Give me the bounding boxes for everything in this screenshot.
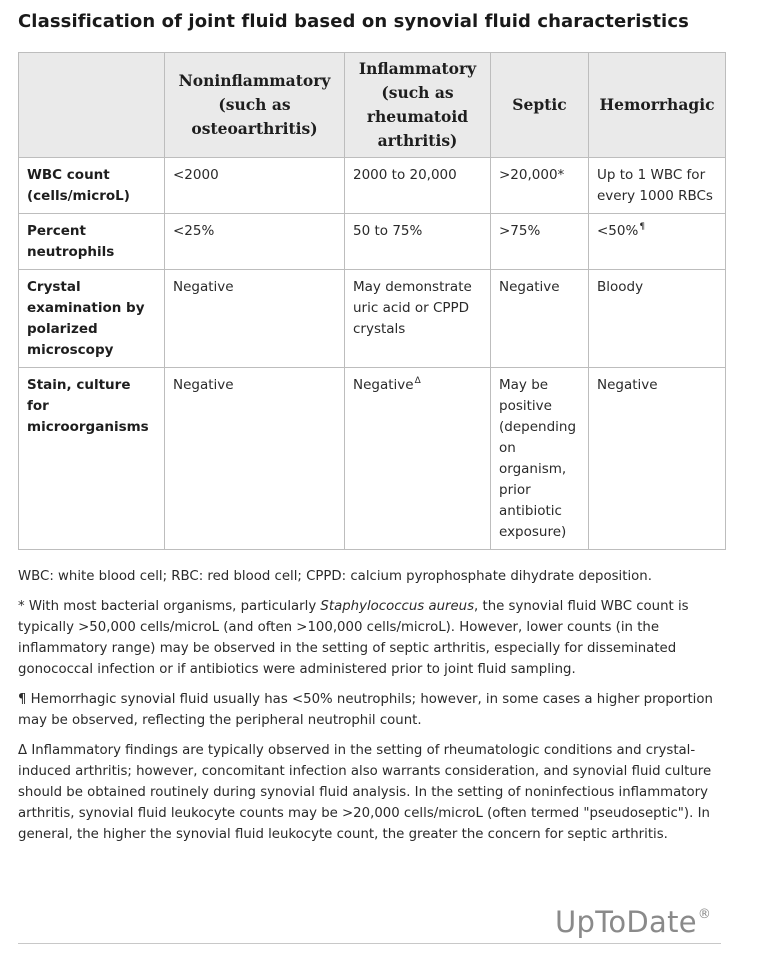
- footnote-pilcrow: ¶ Hemorrhagic synovial fluid usually has <50% neutrophils; however, in some cases a higher proportion may be observed, reflecting the peripheral neutrophil count.: [18, 692, 713, 728]
- cell-text: May demonstrate uric acid or CPPD crystals: [353, 279, 472, 337]
- cell-text: 2000 to 20,000: [353, 167, 457, 183]
- table-cell: [165, 214, 345, 270]
- table-title: Classification of joint fluid based on synovial fluid characteristics: [18, 11, 689, 32]
- table-cell: [165, 368, 345, 550]
- document: [18, 0, 726, 854]
- row-label-percent-neutrophils: Percent neutrophils: [19, 214, 165, 270]
- table-cell: [491, 158, 589, 214]
- registered-mark: ®: [697, 907, 712, 922]
- table-cell: [491, 270, 589, 368]
- row-label-wbc-count: WBC count (cells/microL): [19, 158, 165, 214]
- cell-text: >20,000*: [499, 167, 565, 183]
- table-cell: [589, 158, 726, 214]
- footnotes: [18, 566, 726, 845]
- footnote-delta: Δ Inflammatory findings are typically observed in the setting of rheumatologic conditions and crystal-induced arthritis; however, concomitant infection also warrants consideration, and synovial fluid culture should be obtained routinely during synovial fluid analysis. In the setting of noninfectious inflammatory arthritis, synovial fluid leukocyte counts may be >20,000 cells/microL (often termed "pseudoseptic"). In general, the higher the synovial fluid leukocyte count, the greater the concern for septic arthritis.: [18, 743, 712, 842]
- table-cell: [345, 368, 491, 550]
- cell-text: Negative: [353, 377, 414, 393]
- cell-text: Negative: [173, 279, 234, 295]
- cell-text: <25%: [173, 223, 215, 239]
- table-row: [19, 158, 726, 214]
- table-cell: [345, 214, 491, 270]
- cell-text: <50%: [597, 223, 639, 239]
- header-corner: [19, 53, 165, 158]
- cell-text: Bloody: [597, 279, 644, 295]
- row-label-crystal-examination: Crystal examination by polarized microscopy: [19, 270, 165, 368]
- organism-name: Staphylococcus aureus: [320, 599, 475, 614]
- cell-text: Negative: [499, 279, 560, 295]
- footnote-star-pre: * With most bacterial organisms, particularly: [18, 599, 321, 614]
- uptodate-logo: [555, 905, 711, 939]
- table-row: [19, 270, 726, 368]
- cell-text: Negative: [173, 377, 234, 393]
- table-cell: [165, 158, 345, 214]
- cell-text: May be positive (depending on organism, prior antibiotic exposure): [499, 377, 577, 540]
- header-hemorrhagic: Hemorrhagic: [589, 53, 726, 158]
- header-noninflammatory: Noninflammatory (such as osteoarthritis): [165, 53, 345, 158]
- table-cell: [491, 368, 589, 550]
- table-cell: [165, 270, 345, 368]
- footnote-star: [18, 596, 726, 680]
- cell-text: <2000: [173, 167, 219, 183]
- brand-name: UpToDate: [555, 905, 697, 939]
- footnote-star-post: , the synovial fluid WBC count is typically >50,000 cells/microL (and often >100,000 cells/microL). However, lower counts (in the inflammatory range) may be observed in the setting of septic arthritis, especially for disseminated gonococcal infection or if antibiotics were administered prior to joint fluid sampling.: [18, 599, 689, 677]
- table-cell: [345, 158, 491, 214]
- bottom-divider: [18, 943, 721, 944]
- table-row: [19, 214, 726, 270]
- classification-table: [18, 52, 726, 550]
- table-cell: [491, 214, 589, 270]
- table-header-row: [19, 53, 726, 158]
- table-cell: [345, 270, 491, 368]
- table-cell: [589, 270, 726, 368]
- table-cell: [589, 368, 726, 550]
- table-cell: [589, 214, 726, 270]
- cell-text: Negative: [597, 377, 658, 393]
- row-label-stain-culture: Stain, culture for microorganisms: [19, 368, 165, 550]
- table-row: [19, 368, 726, 550]
- cell-text: >75%: [499, 223, 541, 239]
- cell-text: Up to 1 WBC for every 1000 RBCs: [597, 167, 713, 204]
- header-inflammatory: Inflammatory (such as rheumatoid arthritis): [345, 53, 491, 158]
- abbreviations-note: WBC: white blood cell; RBC: red blood cell; CPPD: calcium pyrophosphate dihydrate deposition.: [18, 569, 652, 584]
- footnote-mark-pilcrow: ¶: [639, 222, 646, 232]
- header-septic: Septic: [491, 53, 589, 158]
- cell-text: 50 to 75%: [353, 223, 423, 239]
- footnote-mark-delta: Δ: [414, 376, 421, 386]
